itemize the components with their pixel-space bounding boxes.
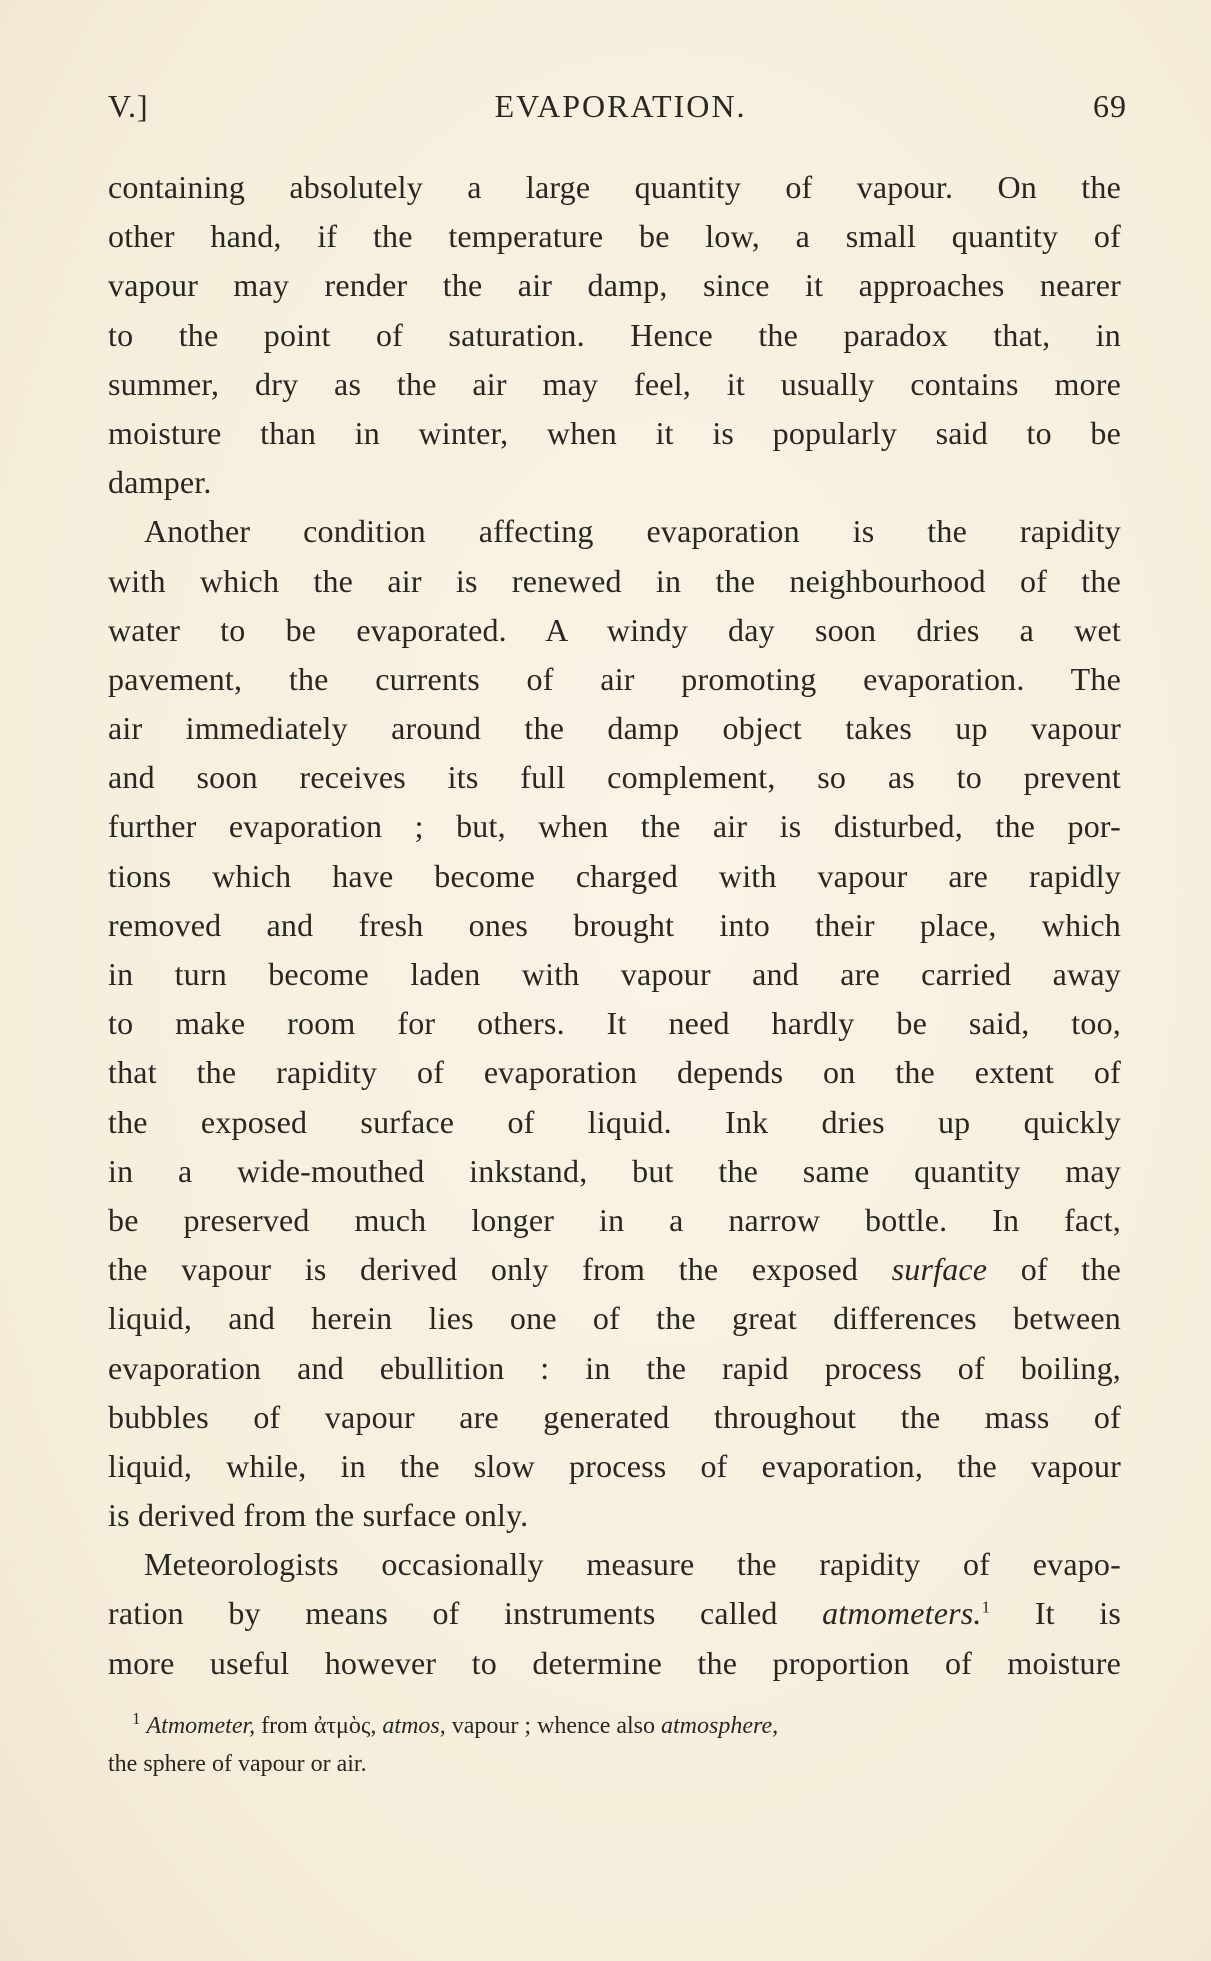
text-line: containing absolutely a large quantity of vapour. On the [108,169,1121,205]
text-line: further evaporation ; but, when the air is disturbed, the por- [108,808,1121,845]
text-line: more useful however to determine the proportion of moisture [108,1644,1121,1681]
footnote-text: from [255,1713,314,1739]
text-line: pavement, the currents of air promoting evaporation. The [108,660,1121,697]
text-line-with-italic [108,1245,1121,1294]
running-header [108,88,1133,128]
footnote-line: the sphere of vapour or air. [108,1751,367,1777]
footnote-reference[interactable]: 1 [981,1597,991,1617]
text-line: to the point of saturation. Hence the paradox that, in [108,316,1121,353]
text-segment: ration by means of instruments called [108,1595,823,1632]
text-line: removed and fresh ones brought into their place, which [108,906,1121,943]
footnote-line [108,1707,1121,1745]
text-segment: of the [987,1251,1121,1288]
text-line: moisture than in winter, when it is popularly said to be [108,414,1121,451]
page-number: 69 [1093,88,1127,124]
text-line: water to be evaporated. A windy day soon dries a wet [108,611,1121,648]
text-line: bubbles of vapour are generated throughout the mass of [108,1398,1121,1435]
text-line: vapour may render the air damp, since it approaches nearer [108,267,1121,304]
transliteration: atmos, [382,1713,446,1739]
text-line-with-footnote-ref [108,1589,1121,1638]
derived-term: atmosphere, [661,1713,779,1739]
text-line: tions which have become charged with vapour are rapidly [108,857,1121,894]
footnote-marker: 1 [132,1709,141,1728]
text-line: in a wide-mouthed inkstand, but the same quantity may [108,1152,1121,1189]
text-line: damper. [108,464,212,501]
text-line: be preserved much longer in a narrow bottle. In fact, [108,1201,1121,1238]
text-line: summer, dry as the air may feel, it usually contains more [108,365,1121,402]
text-segment: It is [990,1595,1121,1632]
text-line: that the rapidity of evaporation depends on the extent of [108,1054,1121,1091]
text-line: liquid, and herein lies one of the great differences between [108,1300,1121,1337]
text-line: the exposed surface of liquid. Ink dries up quickly [108,1103,1121,1140]
footnote-text: vapour ; whence also [445,1713,662,1739]
italic-word: surface [891,1251,988,1288]
text-line: evaporation and ebullition : in the rapid process of boiling, [108,1349,1121,1386]
footnote [108,1707,1121,1783]
chapter-number: V.] [108,88,149,124]
text-line: liquid, while, in the slow process of evaporation, the vapour [108,1447,1121,1484]
text-line: air immediately around the damp object takes up vapour [108,710,1121,747]
text-line: is derived from the surface only. [108,1497,529,1534]
text-line: to make room for others. It need hardly be said, too, [108,1005,1121,1042]
text-line: with which the air is renewed in the neighbourhood of the [108,562,1121,599]
text-line: in turn become laden with vapour and are carried away [108,956,1121,992]
body-text [108,163,1121,1688]
footnote-term: Atmometer, [146,1713,256,1739]
running-title: EVAPORATION. [494,88,747,124]
italic-word: atmometers. [822,1595,982,1632]
paragraph-start-line: Another condition affecting evaporation is the rapidity [144,513,1121,550]
text-line: other hand, if the temperature be low, a small quantity of [108,218,1121,255]
text-segment: the vapour is derived only from the exposed [108,1251,892,1288]
greek-word: ἀτμὸς, [313,1713,377,1739]
text-line: and soon receives its full complement, so as to prevent [108,759,1121,796]
paragraph-start-line: Meteorologists occasionally measure the rapidity of evapo- [144,1546,1121,1583]
